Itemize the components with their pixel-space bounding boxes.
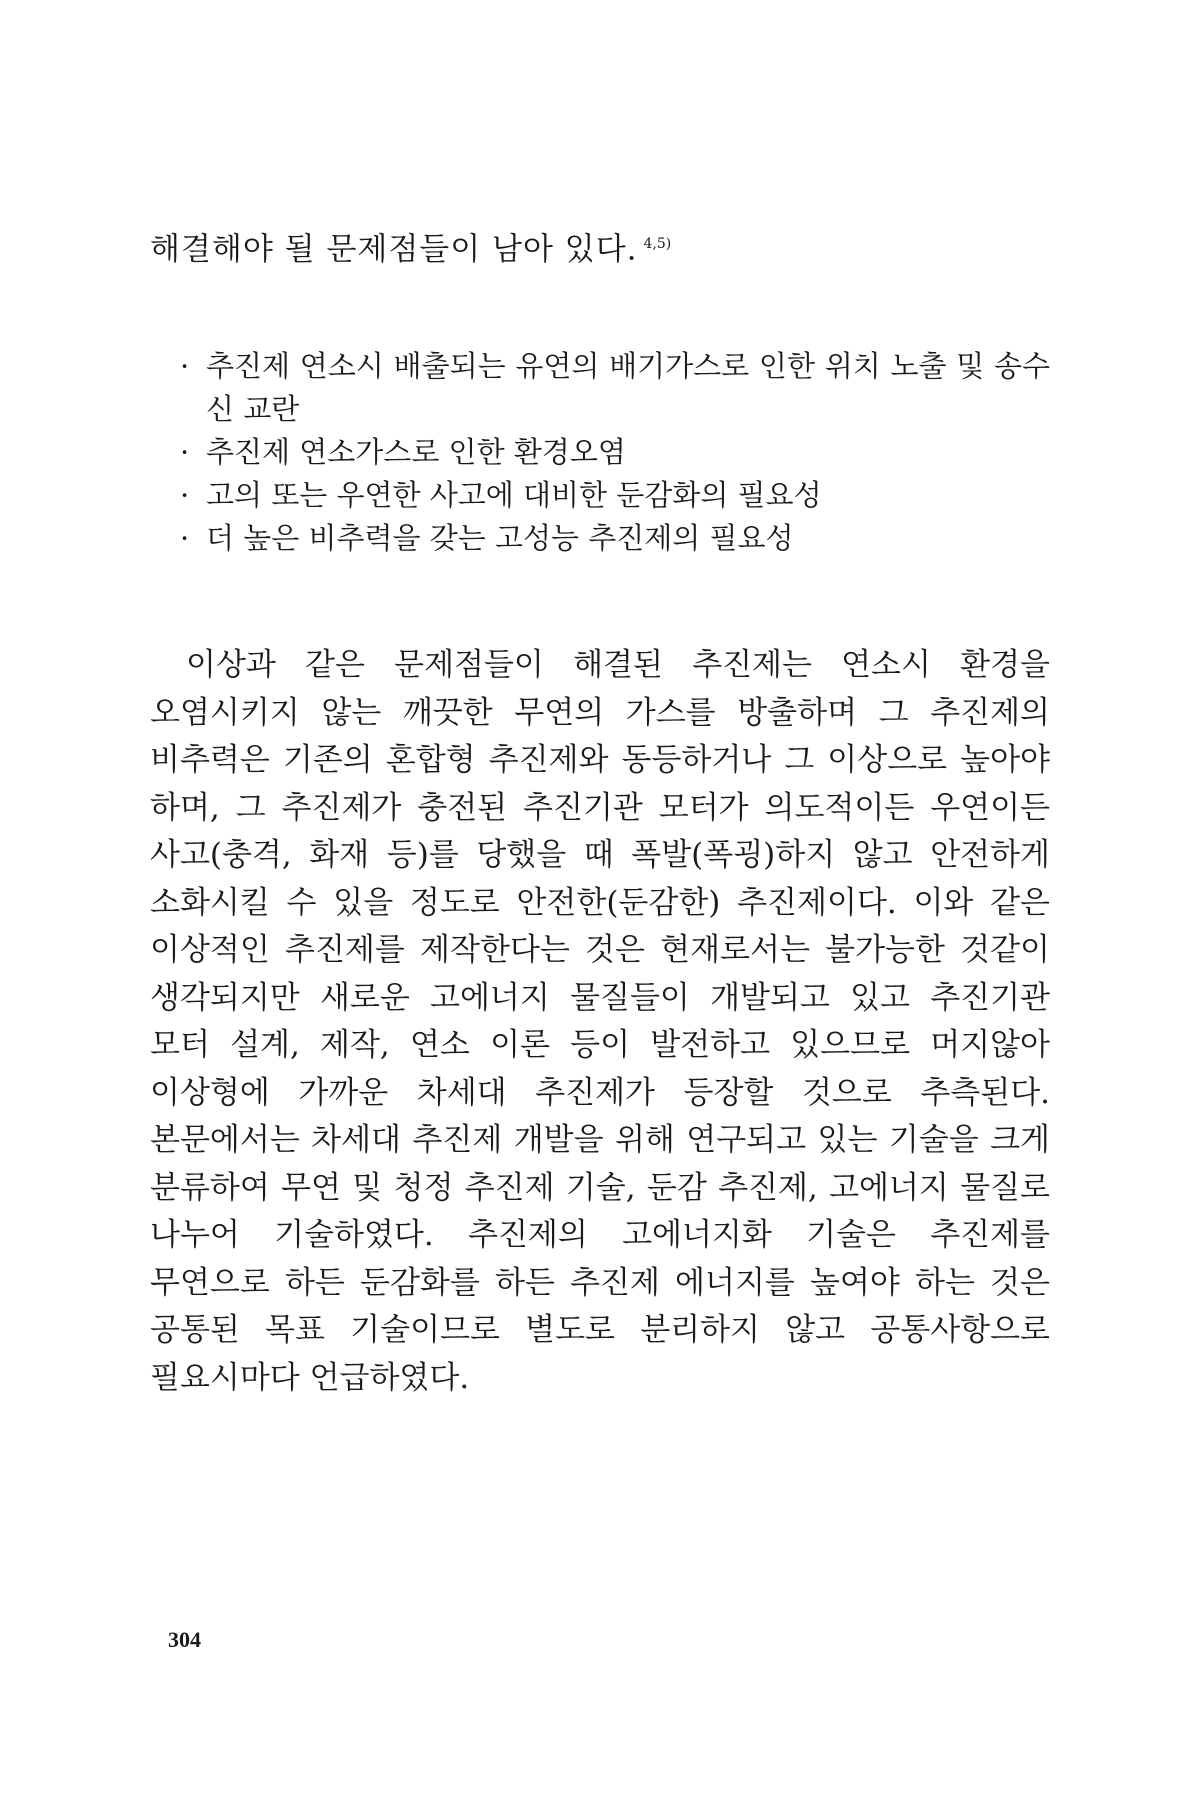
bullet-item-location-exposure: · 추진제 연소시 배출되는 유연의 배기가스로 인한 위치 노출 및 송수신 교란 [180, 345, 1050, 431]
bullet-item-environmental-pollution: · 추진제 연소가스로 인한 환경오염 [180, 431, 1050, 474]
bullet-item-high-performance-need: · 더 높은 비추력을 갖는 고성능 추진제의 필요성 [180, 517, 1050, 560]
document-page [150, 0, 1050, 1800]
bullet-list [180, 345, 1050, 560]
citation-superscript: 4,5) [643, 236, 672, 252]
intro-text: 해결해야 될 문제점들이 남아 있다. [150, 231, 638, 268]
body-paragraph: 이상과 같은 문제점들이 해결된 추진제는 연소시 환경을 오염시키지 않는 깨끗한 무연의 가스를 방출하며 그 추진제의 비추력은 기존의 혼합형 추진제와 동등하거나 그 이상으로 높아야 하며, 그 추진제가 충전된 추진기관 모터가 의도적이든 우연이든 사고(충격, 화재 등)를 당했을 때 폭발(폭굉)하지 않고 안전하게 소화시킬 수 있을 정도로 안전한(둔감한) 추진제이다. 이와 같은 이상적인 추진제를 제작한다는 것은 현재로서는 불가능한 것같이 생각되지만 새로운 고에너지 물질들이 개발되고 있고 추진기관 모터 설계, 제작, 연소 이론 등이 발전하고 있으므로 머지않아 이상형에 가까운 차세대 추진제가 등장할 것으로 추측된다. 본문에서는 차세대 추진제 개발을 위해 연구되고 있는 기술을 크게 분류하여 무연 및 청정 추진제 기술, 둔감 추진제, 고에너지 물질로 나누어 기술하였다. 추진제의 고에너지화 기술은 추진제를 무연으로 하든 둔감화를 하든 추진제 에너지를 높여야 하는 것은 공통된 목표 기술이므로 별도로 분리하지 않고 공통사항으로 필요시마다 언급하였다. [150, 647, 1050, 1396]
intro-line [150, 222, 671, 271]
page-number: 304 [168, 1627, 201, 1652]
bullet-item-insensitivity-need: · 고의 또는 우연한 사고에 대비한 둔감화의 필요성 [180, 474, 1050, 517]
